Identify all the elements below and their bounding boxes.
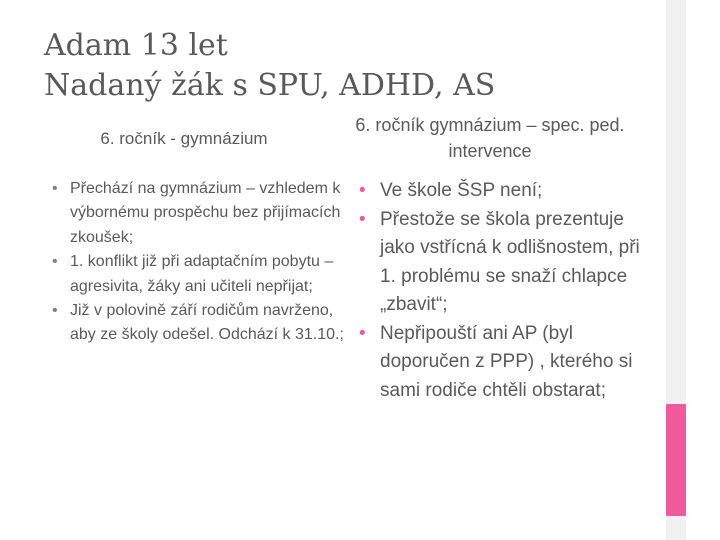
left-bullet-list [46, 177, 356, 348]
right-bullet-item: • Ve škole ŠSP není; [356, 177, 656, 206]
right-bullet-list [356, 177, 656, 405]
slide-title [44, 26, 495, 106]
left-column-heading: 6. ročník - gymnázium [100, 129, 268, 148]
right-bullet-item: • Přestože se škola prezentuje jako vstřícná k odlišnostem, při 1. problému se snaží chlapce „zbavit“; [356, 206, 656, 320]
slide-title-line-1: Adam 13 let [44, 28, 228, 63]
slide-title-line-2: Nadaný žák s SPU, ADHD, AS [44, 68, 496, 103]
left-bullet-item: • Přechází na gymnázium – vzhledem k výbornému prospěchu bez přijímacích zkoušek; [46, 177, 356, 250]
left-bullet-item: • Již v polovině září rodičům navrženo, aby ze školy odešel. Odchází k 31.10.; [46, 299, 356, 348]
decorative-accent-bar [666, 404, 686, 516]
right-column-heading: 6. ročník gymnázium – spec. ped. intervence [355, 115, 625, 161]
right-bullet-item: • Nepřipouští ani AP (byl doporučen z PPP) , kterého si sami rodiče chtěli obstarat; [356, 320, 656, 406]
left-bullet-item: • 1. konflikt již při adaptačním pobytu – agresivita, žáky ani učiteli nepřijat; [46, 250, 356, 299]
